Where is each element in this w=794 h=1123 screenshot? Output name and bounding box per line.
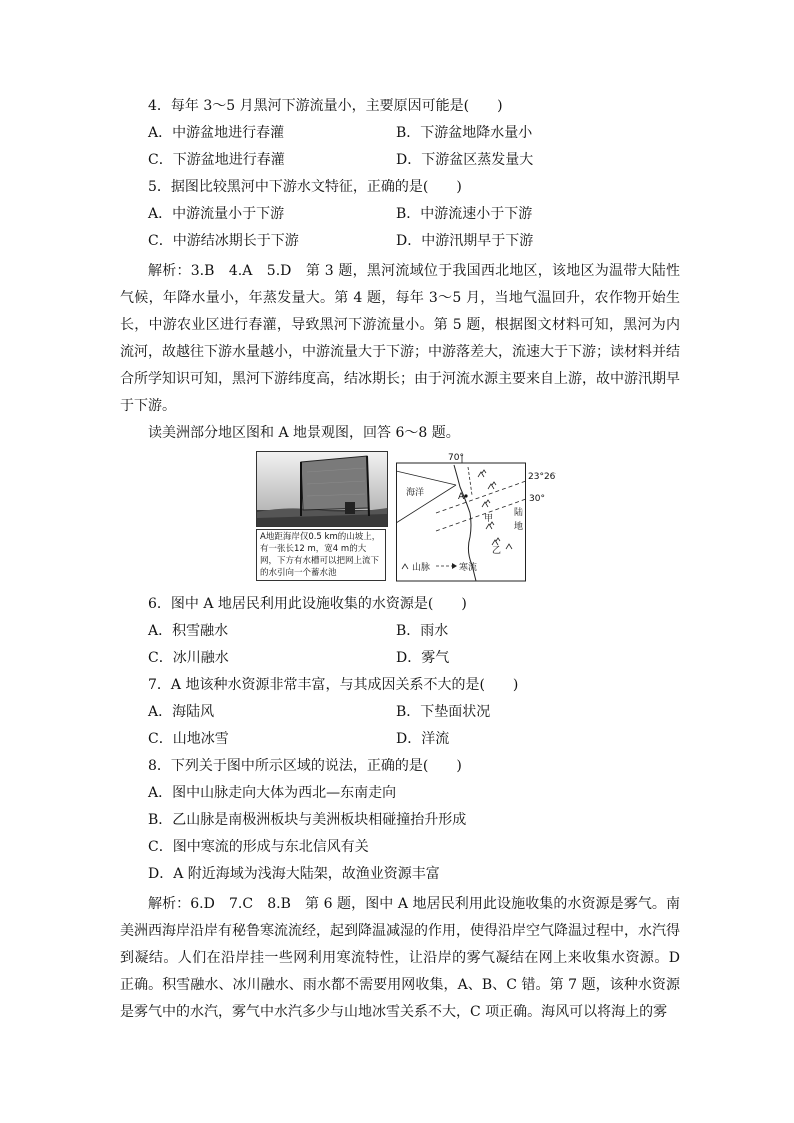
question-6-option-c: C．冰川融水 <box>148 650 229 666</box>
figure <box>256 451 556 582</box>
question-7-option-a: A．海陆风 <box>148 704 215 720</box>
question-4-option-c: C．下游盆地进行春灌 <box>148 152 285 168</box>
question-6-option-a: A．积雪融水 <box>148 623 229 639</box>
question-8-option-a: A．图中山脉走向大体为西北—东南走向 <box>148 785 397 801</box>
legend-current: 寒流 <box>459 563 478 573</box>
question-5-option-c: C．中游结冰期长于下游 <box>148 233 299 249</box>
question-4-option-d: D．下游盆区蒸发量大 <box>396 152 534 168</box>
question-8-option-b: B．乙山脉是南极洲板块与美洲板块相碰撞抬升形成 <box>148 812 467 828</box>
question-5-stem: 5．据图比较黑河中下游水文特征，正确的是( ) <box>148 179 462 195</box>
latitude-label-1: 23°26′ <box>528 472 556 482</box>
question-5-option-b: B．中游流速小于下游 <box>396 206 533 222</box>
point-a-label: A <box>458 492 465 502</box>
latitude-label-2: 30° <box>529 494 545 504</box>
question-6-stem: 6．图中 A 地居民利用此设施收集的水资源是( ) <box>148 596 467 612</box>
figure-intro: 读美洲部分地区图和 A 地景观图，回答 6～8 题。 <box>148 425 460 441</box>
land-label-1: 陆 <box>514 508 524 518</box>
question-8-stem: 8．下列关于图中所示区域的说法，正确的是( ) <box>148 758 462 774</box>
explanation-3-5-text: 解析：3.B 4.A 5.D 第 3 题，黑河流域位于我国西北地区，该地区为温带大陆性气候，年降水量小，年蒸发量大。第 4 题，每年 3～5 月，当地气温回升，农作物开始生长，中游农业区进行春灌，导致黑河下游流量小。第 5 题，根据图文材料可知，黑河为内流河，故越往下游水量越小，中游流量大于下游；中游落差大，流速大于下游；读材料并结合所学知识可知，黑河下游纬度高，结冰期长；由于河流水源主要来自上游，故中游汛期早于下游。 <box>120 263 680 414</box>
question-7-option-d: D．洋流 <box>396 731 450 747</box>
point-a-marker <box>464 494 467 497</box>
question-6-option-b: B．雨水 <box>396 623 449 639</box>
explanation-6-8-text: 解析：6.D 7.C 8.B 第 6 题，图中 A 地居民利用此设施收集的水资源是雾气。南美洲西海岸沿岸有秘鲁寒流流经，起到降温减湿的作用，使得沿岸空气降温过程中，水汽得到凝结。人们在沿岸挂一些网利用寒流特性，让沿岸的雾气凝结在网上来收集水资源。D 正确。积雪融水、冰川融水、雨水都不需要用网收集，A、B、C 错。第 7 题，该种水资源是雾气中的水汽，雾气中水汽多少与山地冰雪关系不大，C 项正确。海风可以将海上的雾 <box>120 896 680 1020</box>
question-8-option-d: D．A 附近海域为浅海大陆架，故渔业资源丰富 <box>148 866 440 882</box>
explanation-3-5 <box>120 258 680 420</box>
question-5-option-d: D．中游汛期早于下游 <box>396 233 534 249</box>
explanation-6-8 <box>120 891 680 1026</box>
landscape-photo <box>256 451 388 527</box>
legend-mountain: 山脉 <box>412 563 431 573</box>
photo-caption: A地距海岸仅0.5 km的山坡上，有一张长12 m，宽4 m的大网，下方有水槽可以把网上流下的水引向一个蓄水池 <box>256 529 386 581</box>
question-5-option-a: A．中游流量小于下游 <box>148 206 285 222</box>
ocean-label: 海洋 <box>406 488 425 498</box>
question-7-option-c: C．山地冰雪 <box>148 731 229 747</box>
point-jia-label: 甲 <box>484 514 494 524</box>
question-4-option-b: B．下游盆地降水量小 <box>396 125 533 141</box>
land-label-2: 地 <box>514 522 524 532</box>
point-yi-label: 乙 <box>492 546 502 556</box>
question-7-option-b: B．下垫面状况 <box>396 704 491 720</box>
question-4-stem: 4．每年 3～5 月黑河下游流量小，主要原因可能是( ) <box>148 98 503 114</box>
question-7-stem: 7．A 地该种水资源非常丰富，与其成因关系不大的是( ) <box>148 677 519 693</box>
question-4-option-a: A．中游盆地进行春灌 <box>148 125 285 141</box>
map <box>396 451 556 582</box>
question-8-option-c: C．图中寒流的形成与东北信风有关 <box>148 839 369 855</box>
longitude-label: 70° <box>448 453 464 463</box>
question-6-option-d: D．雾气 <box>396 650 450 666</box>
